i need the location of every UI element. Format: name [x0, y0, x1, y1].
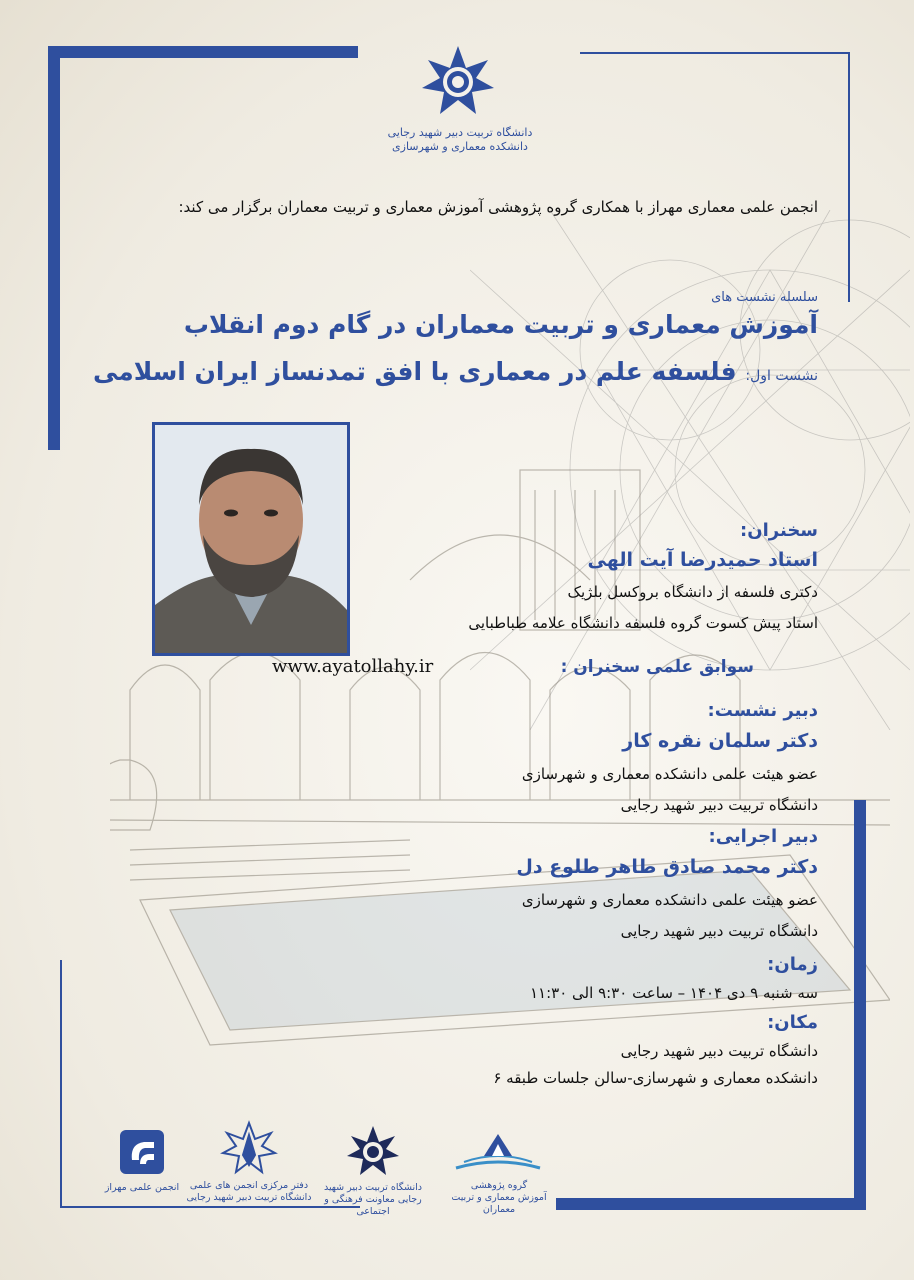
secretary-desc1: عضو هیئت علمی دانشکده معماری و شهرسازی	[521, 765, 818, 783]
time-label: زمان:	[767, 954, 818, 975]
mehraz-caption: انجمن علمی مهراز	[104, 1182, 180, 1193]
executive-label: دبیر اجرایی:	[708, 826, 818, 847]
time-value: سه شنبه ۹ دی ۱۴۰۴ – ساعت ۹:۳۰ الی ۱۱:۳۰	[530, 984, 818, 1002]
university-caption	[360, 126, 560, 154]
frame-bottom-bar	[556, 1198, 866, 1210]
frame-right-line	[848, 52, 850, 302]
secretary-name: دکتر سلمان نقره کار	[622, 730, 818, 752]
frame-top-bar	[48, 46, 358, 58]
executive-desc1: عضو هیئت علمی دانشکده معماری و شهرسازی	[521, 891, 818, 909]
main-title: آموزش معماری و تربیت معماران در گام دوم انقلاب	[183, 310, 818, 339]
speaker-desc1: دکتری فلسفه از دانشگاه بروکسل بلژیک	[567, 583, 818, 601]
series-label: سلسله نشست های	[711, 290, 818, 305]
pen-star-caption: دفتر مرکزی انجمن های علمی دانشگاه تربیت دبیر شهید رجایی	[186, 1180, 312, 1203]
frame-left-line	[60, 960, 62, 1208]
place-label: مکان:	[767, 1012, 818, 1033]
research-group-caption	[440, 1180, 558, 1216]
speaker-records-label: سوابق علمی سخنران :	[560, 657, 754, 677]
frame-right-bar	[854, 800, 866, 1210]
secretary-desc2: دانشگاه تربیت دبیر شهید رجایی	[620, 796, 818, 814]
research-group-logo-icon	[448, 1128, 548, 1176]
session-prefix: نشست اول:	[745, 368, 818, 384]
executive-name: دکتر محمد صادق طاهر طلوع دل	[516, 856, 818, 878]
session-title: فلسفه علم در معماری با افق تمدنساز ایران اسلامی	[92, 357, 737, 386]
frame-top-right-line	[580, 52, 850, 54]
mehraz-logo-icon	[120, 1130, 164, 1174]
frame-left-bar	[48, 46, 60, 450]
university-line1: دانشگاه تربیت دبیر شهید رجایی	[387, 126, 533, 139]
pen-star-logo-icon	[218, 1120, 280, 1178]
session-title-line	[78, 357, 818, 386]
university-star-logo-small-icon	[344, 1124, 402, 1180]
place-line1: دانشگاه تربیت دبیر شهید رجایی	[620, 1042, 818, 1060]
research-group-caption-line1: گروه پژوهشی	[470, 1180, 528, 1191]
speaker-website[interactable]: www.ayatollahy.ir	[272, 656, 434, 677]
university-social-caption: دانشگاه تربیت دبیر شهید رجایی معاونت فرهنگی و اجتماعی	[323, 1182, 423, 1217]
university-line2: دانشکده معماری و شهرسازی	[392, 140, 528, 153]
speaker-desc2: استاد پیش کسوت گروه فلسفه دانشگاه علامه طباطبایی	[468, 614, 818, 632]
speaker-photo	[152, 422, 350, 656]
speaker-portrait-icon	[155, 425, 347, 653]
research-group-caption-line2: آموزش معماری و تربیت معماران	[451, 1192, 547, 1215]
university-star-logo-icon	[408, 42, 508, 122]
secretary-label: دبیر نشست:	[707, 700, 818, 721]
intro-text: انجمن علمی معماری مهراز با همکاری گروه پژوهشی آموزش معماری و تربیت معماران برگزار می کند:	[178, 198, 818, 216]
speaker-name: استاد حمیدرضا آیت الهی	[587, 549, 818, 571]
place-line2: دانشکده معماری و شهرسازی-سالن جلسات طبقه ۶	[493, 1069, 818, 1087]
speaker-label: سخنران:	[740, 520, 818, 541]
executive-desc2: دانشگاه تربیت دبیر شهید رجایی	[620, 922, 818, 940]
